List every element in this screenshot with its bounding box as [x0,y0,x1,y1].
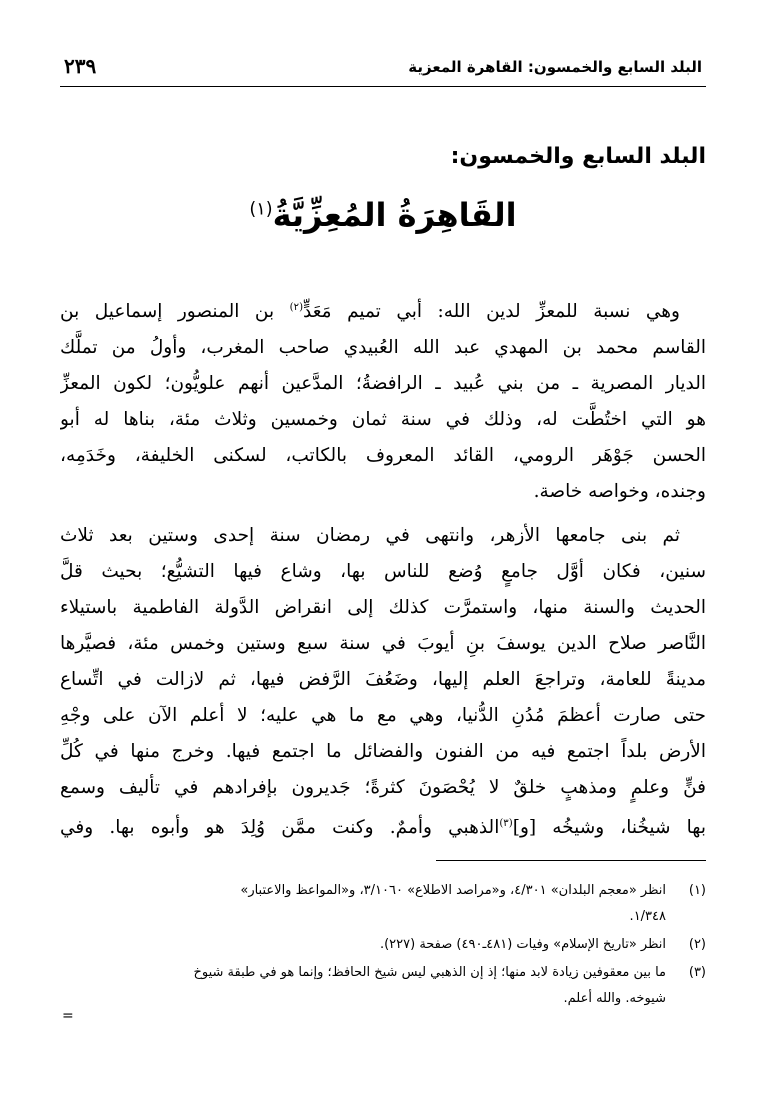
text-line: الحديث والسنة منها، واستمرَّت كذلك إلى انقراض الدَّولة الفاطمية باستيلاء [60,597,706,619]
footnote-ref-3: (٣) [499,818,513,830]
continuation-mark: = [62,1008,74,1024]
text-line: هو التي اختُطَّت له، وذلك في سنة ثمان وخمسين وثلاث مئة، بناها له أبو [60,409,706,431]
text-line: مدينةً للعامة، وتراجعَ العلم إليها، وضَعُفَ الرَّفض فيها، ثم لازالت في اتِّساع [60,669,706,691]
text-line: النَّاصر صلاح الدين يوسفَ بنِ أيوبَ في سنة سبع وستين وخمس مئة، فصيَّرها [60,633,706,655]
text-line: وجنده، وخواصه خاصة. [533,481,706,503]
footnote-1 [60,878,706,930]
footnote-separator [436,860,706,861]
text-line: حتى صارت أعظمَ مُدُنِ الدُّنيا، وهي مع ما هي عليه؛ لا أعلم الآن على وجْهِ [60,705,706,727]
text-line: الحسن جَوْهَر الرومي، القائد المعروف بالكاتب، لسكنى الخليفة، وخَدَمِه، [60,445,706,467]
paragraph-2 [60,518,706,846]
footnotes [60,878,706,1014]
chapter-title-text: القَاهِرَةُ المُعِزِّيَّةُ [272,196,517,234]
document-page [60,52,706,1052]
footnote-text: انظر «تاريخ الإسلام» وفيات (٤٨١ـ٤٩٠) صفحة (٢٢٧). [379,937,666,952]
footnote-ref-1: (١) [249,199,273,220]
footnote-number: (٢) [688,937,706,952]
section-heading: البلد السابع والخمسون: [450,144,706,169]
text-line: ثم بنى جامعها الأزهر، وانتهى في رمضان سنة إحدى وستين بعد ثلاث [60,525,680,547]
paragraph-1 [60,290,706,510]
text-line: الأرض بلداً اجتمع فيه من الفنون والفضائل ما اجتمع فيها. وخرج منها في كُلِّ [60,741,706,763]
footnote-text: انظر «معجم البلدان» ٤/٣٠١، و«مراصد الاطلاع» ٣/١٠٦٠، و«المواعظ والاعتبار» ١/٣٤٨. [240,883,666,924]
running-header [60,52,706,87]
body-text [60,290,706,854]
page-number: ٢٣٩ [64,54,97,78]
footnote-number: (١) [688,883,706,898]
footnote-text: ما بين معقوفين زيادة لابد منها؛ إذ إن الذهبي ليس شيخ الحافظ؛ وإنما هو في طبقة شيوخ شيوخه. والله أعلم. [193,965,666,1006]
text-line: بها شيخُنا، وشيخُه [و]$^{(٣)}$الذهبي وأممٌ. وكنت ممَّن وُلِدَ هو وأبوه بها. وفي [60,817,706,839]
running-title: البلد السابع والخمسون: القاهرة المعزية [408,58,702,76]
chapter-title [60,196,706,234]
text-line: سنين، فكان أوَّل جامعٍ وُضع للناس بها، وشاع فيها التشيُّع؛ بحيث قلَّ [60,561,706,583]
footnote-ref-2: (٢) [289,302,304,313]
footnote-3 [60,960,706,1012]
footnote-number: (٣) [688,965,706,980]
text-line: الديار المصرية ـ من بني عُبيد ـ الرافضةُ؛ المدَّعين أنهم علويُّون؛ لكون المعزِّ [60,373,706,395]
footnote-2 [60,932,706,958]
text-line: القاسم محمد بن المهدي عبد الله العُبيدي صاحب المغرب، وأولُ من تملَّك [60,337,706,359]
text-line: فنٍّ وعلمٍ ومذهبٍ خلقٌ لا يُحْصَونَ كثرةً؛ جَديرون بإفرادهم في تأليف وسمع [60,777,706,799]
text-line: وهي نسبة للمعزِّ لدين الله: أبي تميم مَعَدٍّ$^{(٢)}$ بن المنصور إسماعيل بن [60,301,680,323]
